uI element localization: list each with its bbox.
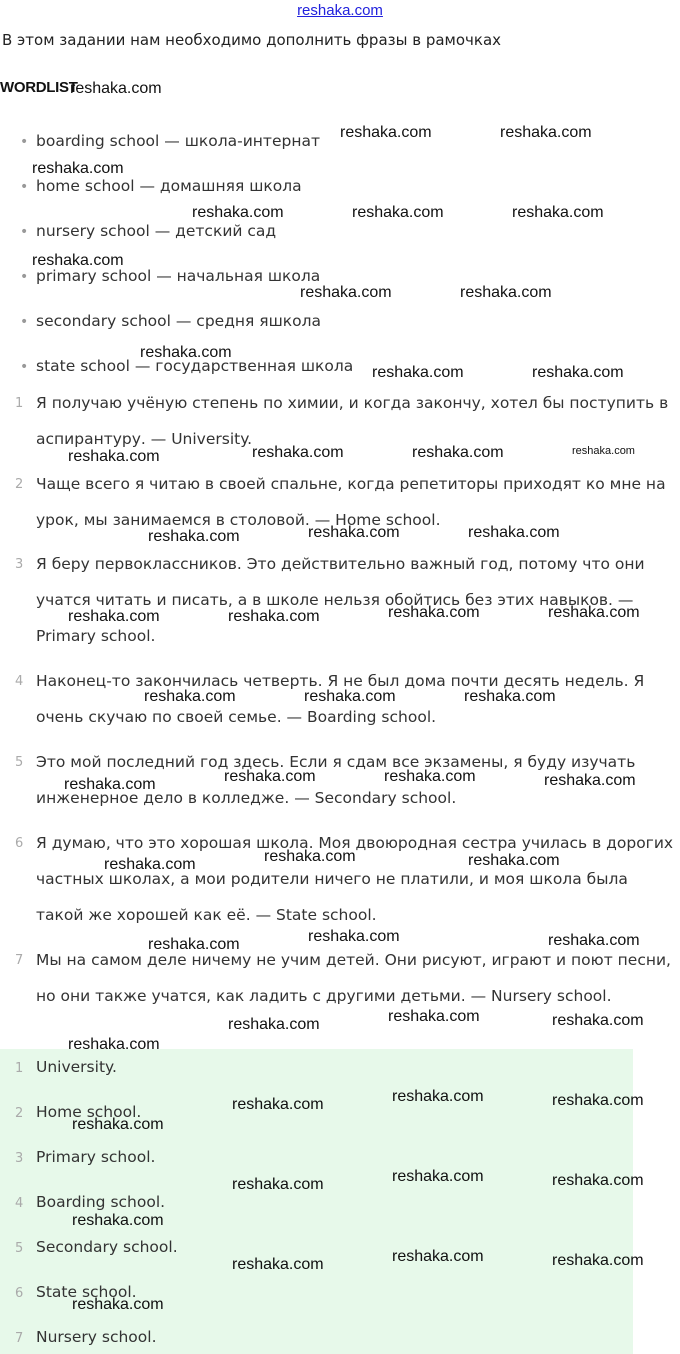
watermark-text: reshaka.com <box>148 936 240 953</box>
watermark-text: reshaka.com <box>340 124 432 141</box>
watermark-text: reshaka.com <box>104 856 196 873</box>
site-link[interactable]: reshaka.com <box>297 2 383 19</box>
watermark-text: reshaka.com <box>308 524 400 541</box>
bullet-icon: • <box>20 179 29 195</box>
watermark-text: reshaka.com <box>572 445 635 457</box>
watermark-text: reshaka.com <box>264 848 356 865</box>
answer-text: Nursery school. <box>36 1328 157 1346</box>
watermark-text: reshaka.com <box>192 204 284 221</box>
watermark-text: reshaka.com <box>148 528 240 545</box>
watermark-text: reshaka.com <box>72 1116 164 1133</box>
watermark-text: reshaka.com <box>384 768 476 785</box>
watermark-text: reshaka.com <box>544 772 636 789</box>
wordlist-item: • secondary school — средня яшкола <box>20 312 322 330</box>
answer-text: University. <box>36 1058 117 1076</box>
watermark-text: reshaka.com <box>388 1008 480 1025</box>
watermark-text: reshaka.com <box>64 776 156 793</box>
sentence-text: Я думаю, что это хорошая школа. Моя двоюродная сестра училась в дорогих частных школах, а мои родители ничего не платили, и моя школа была такой же хорошей как её. — State school. <box>36 834 674 924</box>
sentence-number: 5 <box>15 755 24 770</box>
watermark-text: reshaka.com <box>32 252 124 269</box>
watermark-text: reshaka.com <box>460 284 552 301</box>
watermark-text: reshaka.com <box>228 1016 320 1033</box>
watermark-text: reshaka.com <box>32 160 124 177</box>
answer-number: 1 <box>15 1061 24 1076</box>
watermark-text: reshaka.com <box>468 852 560 869</box>
sentence-text: Наконец-то закончилась четверть. Я не был дома почти десять недель. Я очень скучаю по своей семье. — Boarding school. <box>36 672 645 726</box>
watermark-text: reshaka.com <box>548 604 640 621</box>
watermark-text: reshaka.com <box>412 444 504 461</box>
watermark-text: reshaka.com <box>308 928 400 945</box>
sentence-text: Это мой последний год здесь. Если я сдам все экзамены, я буду изучать инженерное дело в колледже. — Secondary school. <box>36 753 636 807</box>
answer-text: State school. <box>36 1283 137 1301</box>
sentence-number: 4 <box>15 674 24 689</box>
sentence-number: 6 <box>15 836 24 851</box>
bullet-icon: • <box>20 224 29 240</box>
wordlist-item: • home school — домашняя школа <box>20 177 302 195</box>
answer-number: 6 <box>15 1286 24 1301</box>
watermark-text: reshaka.com <box>228 608 320 625</box>
sentence-number: 2 <box>15 477 24 492</box>
watermark-text: reshaka.com <box>392 1088 484 1105</box>
answer-number: 5 <box>15 1241 24 1256</box>
sentence-number: 3 <box>15 557 24 572</box>
bullet-icon: • <box>20 134 29 150</box>
watermark-text: reshaka.com <box>552 1252 644 1269</box>
watermark-text: reshaka.com <box>500 124 592 141</box>
watermark-text: reshaka.com <box>552 1012 644 1029</box>
watermark-text: reshaka.com <box>300 284 392 301</box>
watermark-text: reshaka.com <box>392 1248 484 1265</box>
bullet-icon: • <box>20 314 29 330</box>
intro-text: В этом задании нам необходимо дополнить фразы в рамочках <box>2 31 502 49</box>
watermark-text: reshaka.com <box>72 1296 164 1313</box>
sentence-text: Чаще всего я читаю в своей спальне, когда репетиторы приходят ко мне на урок, мы занимаемся в столовой. — Home school. <box>36 475 666 529</box>
watermark-text: reshaka.com <box>68 1036 160 1053</box>
watermark-text: reshaka.com <box>512 204 604 221</box>
watermark-text: reshaka.com <box>232 1256 324 1273</box>
watermark-text: reshaka.com <box>224 768 316 785</box>
answer-text: Secondary school. <box>36 1238 178 1256</box>
bullet-icon: • <box>20 269 29 285</box>
watermark-text: reshaka.com <box>352 204 444 221</box>
watermark-text: reshaka.com <box>72 1212 164 1229</box>
answer-number: 7 <box>15 1331 24 1346</box>
watermark-text: reshaka.com <box>468 524 560 541</box>
sentence-text: Я получаю учёную степень по химии, и когда закончу, хотел бы поступить в аспирантуру. — University. <box>36 394 669 448</box>
answer-number: 2 <box>15 1106 24 1121</box>
watermark-text: reshaka.com <box>392 1168 484 1185</box>
answer-number: 4 <box>15 1196 24 1211</box>
answer-text: Home school. <box>36 1103 142 1121</box>
wordlist-item: • primary school — начальная школа <box>20 267 321 285</box>
watermark-text: reshaka.com <box>68 608 160 625</box>
watermark-text: reshaka.com <box>144 688 236 705</box>
watermark-text: reshaka.com <box>552 1092 644 1109</box>
watermark-text: reshaka.com <box>68 448 160 465</box>
watermark-text: reshaka.com <box>548 932 640 949</box>
watermark-text: reshaka.com <box>252 444 344 461</box>
sentence-number: 1 <box>15 396 24 411</box>
sentence-text: Мы на самом деле ничему не учим детей. Они рисуют, играют и поют песни, но они также учатся, как ладить с другими детьми. — Nursery school. <box>36 951 671 1005</box>
watermark-text: reshaka.com <box>70 80 162 97</box>
answer-text: Primary school. <box>36 1148 156 1166</box>
watermark-text: reshaka.com <box>532 364 624 381</box>
watermark-text: reshaka.com <box>388 604 480 621</box>
sentence-number: 7 <box>15 953 24 968</box>
watermark-text: reshaka.com <box>552 1172 644 1189</box>
sentence-text: Я беру первоклассников. Это действительно важный год, потому что они учатся читать и писать, а в школе нельзя обойтись без этих навыков. — Primary school. <box>36 555 645 645</box>
wordlist-item: • boarding school — школа-интернат <box>20 132 321 150</box>
wordlist-item: • state school — государственная школа <box>20 357 354 375</box>
bullet-icon: • <box>20 359 29 375</box>
wordlist-heading: WORDLIST <box>0 79 78 96</box>
watermark-text: reshaka.com <box>464 688 556 705</box>
watermark-text: reshaka.com <box>372 364 464 381</box>
watermark-text: reshaka.com <box>232 1176 324 1193</box>
answer-text: Boarding school. <box>36 1193 166 1211</box>
watermark-text: reshaka.com <box>232 1096 324 1113</box>
watermark-text: reshaka.com <box>304 688 396 705</box>
watermark-text: reshaka.com <box>140 344 232 361</box>
wordlist-item: • nursery school — детский сад <box>20 222 277 240</box>
answer-number: 3 <box>15 1151 24 1166</box>
